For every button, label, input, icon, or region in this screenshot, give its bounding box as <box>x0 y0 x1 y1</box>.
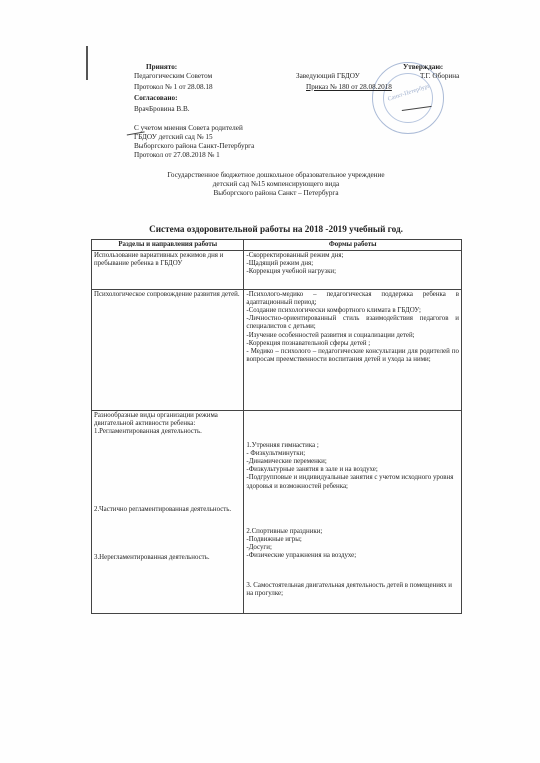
section-cell <box>92 290 244 411</box>
form-item: 2.Спортивные праздники; <box>246 527 323 535</box>
form-item: 1.Утренняя гимнастика ; <box>246 442 319 450</box>
form-item: -Коррекция познавательной сферы детей ; <box>246 339 371 347</box>
forms-cell <box>244 251 462 290</box>
parents-council-line2: ГБДОУ детский сад № 15 <box>134 133 213 141</box>
form-item: -Психолого-медико – педагогическая поддержка ребенка в адаптационный период; <box>246 291 459 307</box>
council-protocol: Протокол № 1 от 28.08.18 <box>134 83 213 91</box>
section-text: Психологическое сопровождение развития детей. <box>94 291 240 299</box>
section-cell <box>92 411 244 614</box>
forms-cell <box>244 290 462 411</box>
agreed-label: Согласовано: <box>134 94 178 102</box>
form-item: 3. Самостоятельная двигательная деятельность детей в помещениях и на прогулке; <box>246 582 452 598</box>
header-sections: Разделы и направления работы <box>92 240 244 251</box>
forms-cell <box>244 411 462 614</box>
health-work-table <box>91 239 462 614</box>
section-text: 2.Частично регламентированная деятельность. <box>94 506 232 514</box>
form-item: -Создание психологически комфортного климата в ГБДОУ; <box>246 307 421 315</box>
form-item: -Скорректированный режим дня; <box>246 252 344 260</box>
document-title: Система оздоровительной работы на 2018 -2019 учебный год. <box>149 224 403 234</box>
section-text: Разнообразные виды организации режима двигательной активности ребенка: <box>94 412 218 428</box>
parents-council-line1: С учетом мнения Совета родителей <box>134 124 243 132</box>
form-item: -Подвижные игры; <box>246 535 302 543</box>
doctor-prefix: Врач <box>134 105 149 113</box>
table-row <box>92 290 462 411</box>
doctor-name: Бровина В.В. <box>149 105 190 113</box>
form-item: - Медико – психолого – педагогические консультации для родителей по вопросам преемственности воспитания детей и ухода за ними; <box>246 347 459 363</box>
order-line: Приказ № 180 от 28.08.2018 <box>306 83 392 91</box>
scan-artifact-mark <box>86 46 88 80</box>
form-item: -Изучение особенностей развития и социализации детей; <box>246 331 415 339</box>
table-header-row <box>92 240 462 251</box>
form-item: -Подгрупповые и индивидуальные занятия с учетом исходного уровня здоровья и возможностей ребенка; <box>246 474 454 490</box>
table-row <box>92 411 462 614</box>
form-item: -Щадящий режим дня; <box>246 260 314 268</box>
institution-line2: детский сад №15 компенсирующего вида <box>212 180 340 188</box>
official-seal: Санкт-Петербург <box>372 62 444 134</box>
form-item: -Коррекция учебной нагрузки; <box>246 268 337 276</box>
form-item: -Физкультурные занятия в зале и на воздухе; <box>246 466 378 474</box>
section-text: Использование вариативных режимов дня и пребывание ребенка в ГБДОУ <box>94 252 224 268</box>
form-item: -Личностно-ориентированный стиль взаимодействия педагогов и специалистов с детьми; <box>246 315 459 331</box>
accepted-label: Принято: <box>146 63 178 71</box>
section-text: 3.Нерегламентированная деятельность. <box>94 554 210 562</box>
form-item: -Досуги; <box>246 543 272 551</box>
head-name: Т.Г. Оборина <box>420 72 460 80</box>
section-cell <box>92 251 244 290</box>
institution-line1: Государственное бюджетное дошкольное образовательное учреждение <box>167 171 385 179</box>
institution-line3: Выборгского района Санкт – Петербурга <box>213 189 339 197</box>
form-item: - Физкультминутки; <box>246 450 306 458</box>
form-item: -Динамические переменки; <box>246 458 327 466</box>
form-item: -Физические упражнения на воздухе; <box>246 551 357 559</box>
council-text: Педагогическим Советом <box>134 72 213 80</box>
table-row <box>92 251 462 290</box>
approved-label: Утверждаю: <box>403 63 444 71</box>
parents-council-line3: Выборгского района Санкт-Петербурга <box>134 142 255 150</box>
header-forms: Формы работы <box>244 240 462 251</box>
section-text: 1.Регламентированная деятельность. <box>94 428 202 436</box>
parents-council-protocol: Протокол от 27.08.2018 № 1 <box>134 151 220 159</box>
head-prefix: Заведующий ГБДОУ <box>296 72 360 80</box>
